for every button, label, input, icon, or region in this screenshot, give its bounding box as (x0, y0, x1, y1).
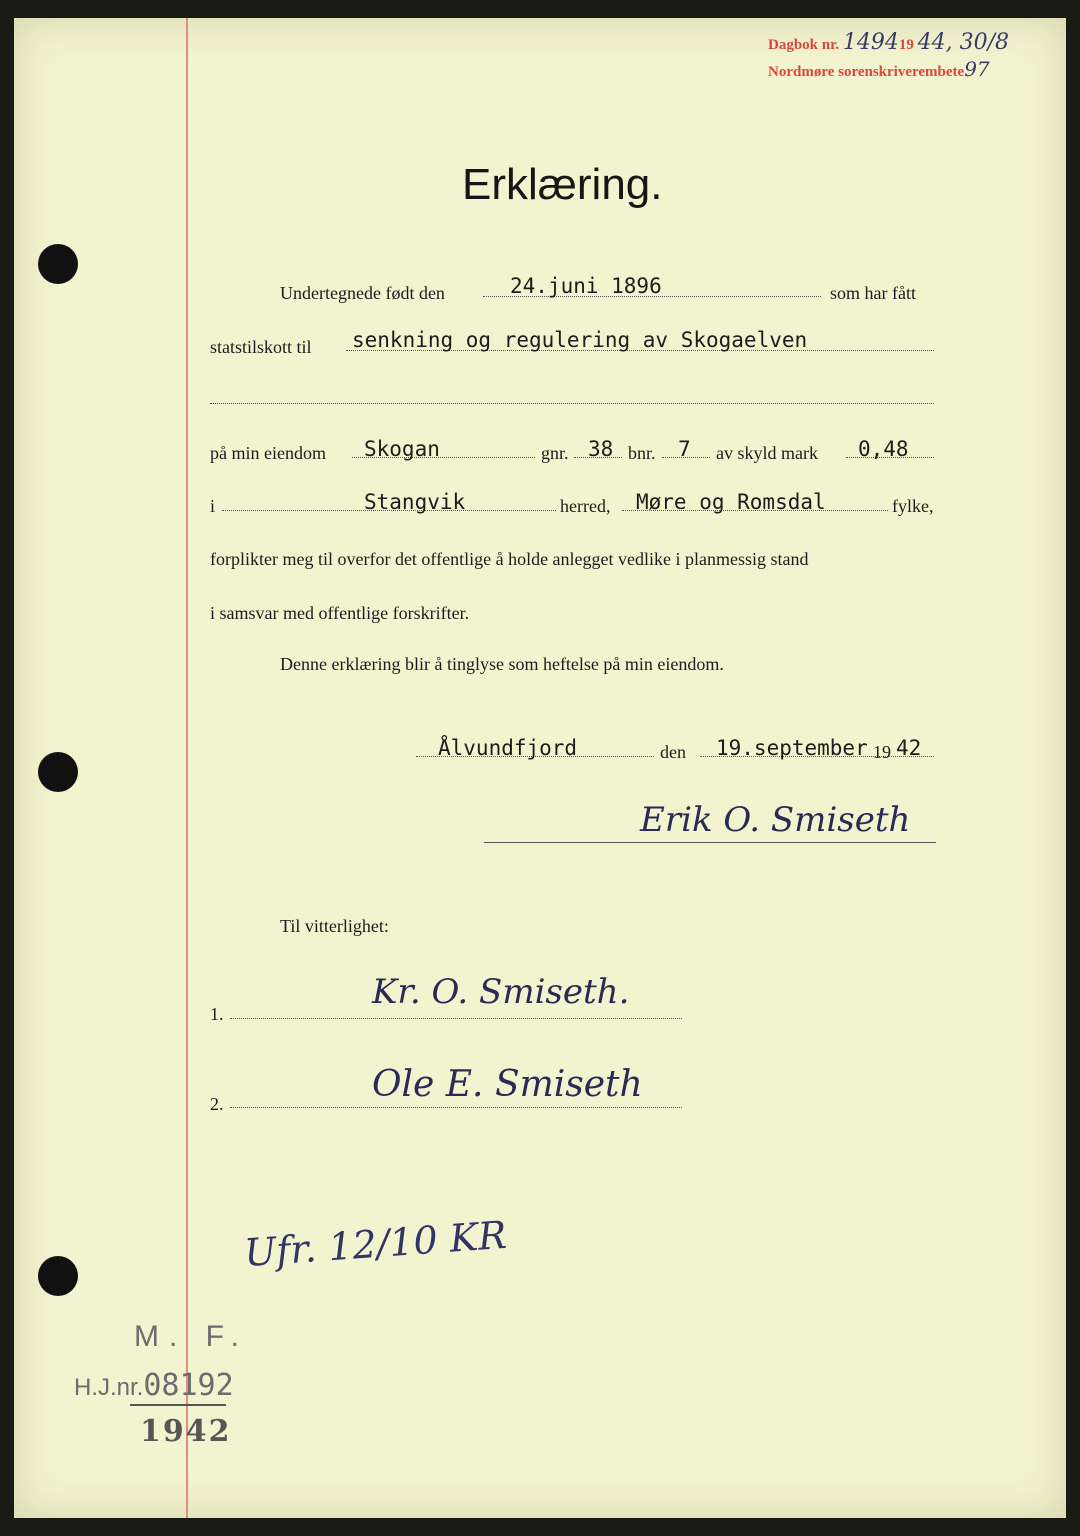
document-title: Erklæring. (462, 160, 663, 209)
punch-hole (38, 1256, 78, 1296)
office-stamp (768, 57, 990, 81)
place-value: Ålvundfjord (438, 736, 578, 760)
office-label: Nordmøre sorenskriverembete (768, 64, 965, 80)
in-label: i (210, 496, 216, 516)
gnr-label: gnr. (541, 443, 569, 463)
gnr-value: 38 (588, 437, 614, 461)
property-label: på min eiendom (210, 443, 326, 463)
stamp-hj (74, 1368, 234, 1403)
stamp-year: 1942 (140, 1414, 232, 1449)
born-value: 24.juni 1896 (510, 274, 662, 298)
year-prefix: 19 (873, 742, 891, 762)
document-page (14, 18, 1066, 1518)
den-label: den (660, 742, 686, 762)
stamp-hj-number: 08192 (143, 1368, 234, 1403)
bnr-value: 7 (678, 437, 691, 461)
stamp-divider (130, 1404, 226, 1406)
county-value: Møre og Romsdal (636, 490, 826, 514)
obligation-line-1: forplikter meg til overfor det offentlige å holde anlegget vedlike i planmessig stand (210, 549, 809, 569)
received-label: som har fått (830, 283, 916, 303)
punch-hole (38, 244, 78, 284)
year-value: 42 (896, 736, 922, 760)
punch-hole (38, 752, 78, 792)
stamp-hj-label: H.J.nr. (74, 1374, 144, 1401)
blank-line (210, 403, 934, 404)
journal-year-prefix: 19 (898, 37, 914, 53)
handwritten-annotation: Ufr. 12/10 KR (242, 1212, 509, 1276)
journal-number: 1494 (842, 30, 899, 55)
tax-label: av skyld mark (716, 443, 818, 463)
witness-line (230, 1107, 682, 1108)
district-label: herred, (560, 496, 611, 516)
witness-signature: Ole E. Smiseth (372, 1064, 643, 1105)
signatory-signature: Erik O. Smiseth (640, 800, 911, 840)
district-value: Stangvik (364, 490, 466, 514)
journal-label: Dagbok nr. (768, 37, 840, 53)
obligation-line-2: i samsvar med offentlige forskrifter. (210, 603, 470, 623)
county-label: fylke, (892, 496, 934, 516)
subsidy-value: senkning og regulering av Skogaelven (352, 328, 808, 352)
date-value: 19.september (716, 736, 868, 760)
witness-signature: Kr. O. Smiseth. (372, 972, 630, 1012)
stamp-line-1: M. F. (134, 1320, 249, 1353)
registration-text: Denne erklæring blir å tinglyse som heftelse på min eiendom. (280, 654, 724, 674)
bnr-label: bnr. (628, 443, 656, 463)
journal-date: 44, 30/8 (917, 30, 1010, 55)
witness-number: 1. (210, 1004, 224, 1024)
witness-label: Til vitterlighet: (280, 916, 389, 936)
property-value: Skogan (364, 437, 440, 461)
journal-stamp (768, 30, 1009, 55)
margin-rule (186, 18, 188, 1518)
witness-line (230, 1018, 682, 1019)
page-number: 97 (964, 57, 990, 81)
born-label: Undertegnede født den (280, 283, 445, 303)
signature-line (484, 842, 936, 843)
tax-value: 0,48 (858, 437, 909, 461)
witness-number: 2. (210, 1094, 224, 1114)
subsidy-label: statstilskott til (210, 337, 312, 357)
